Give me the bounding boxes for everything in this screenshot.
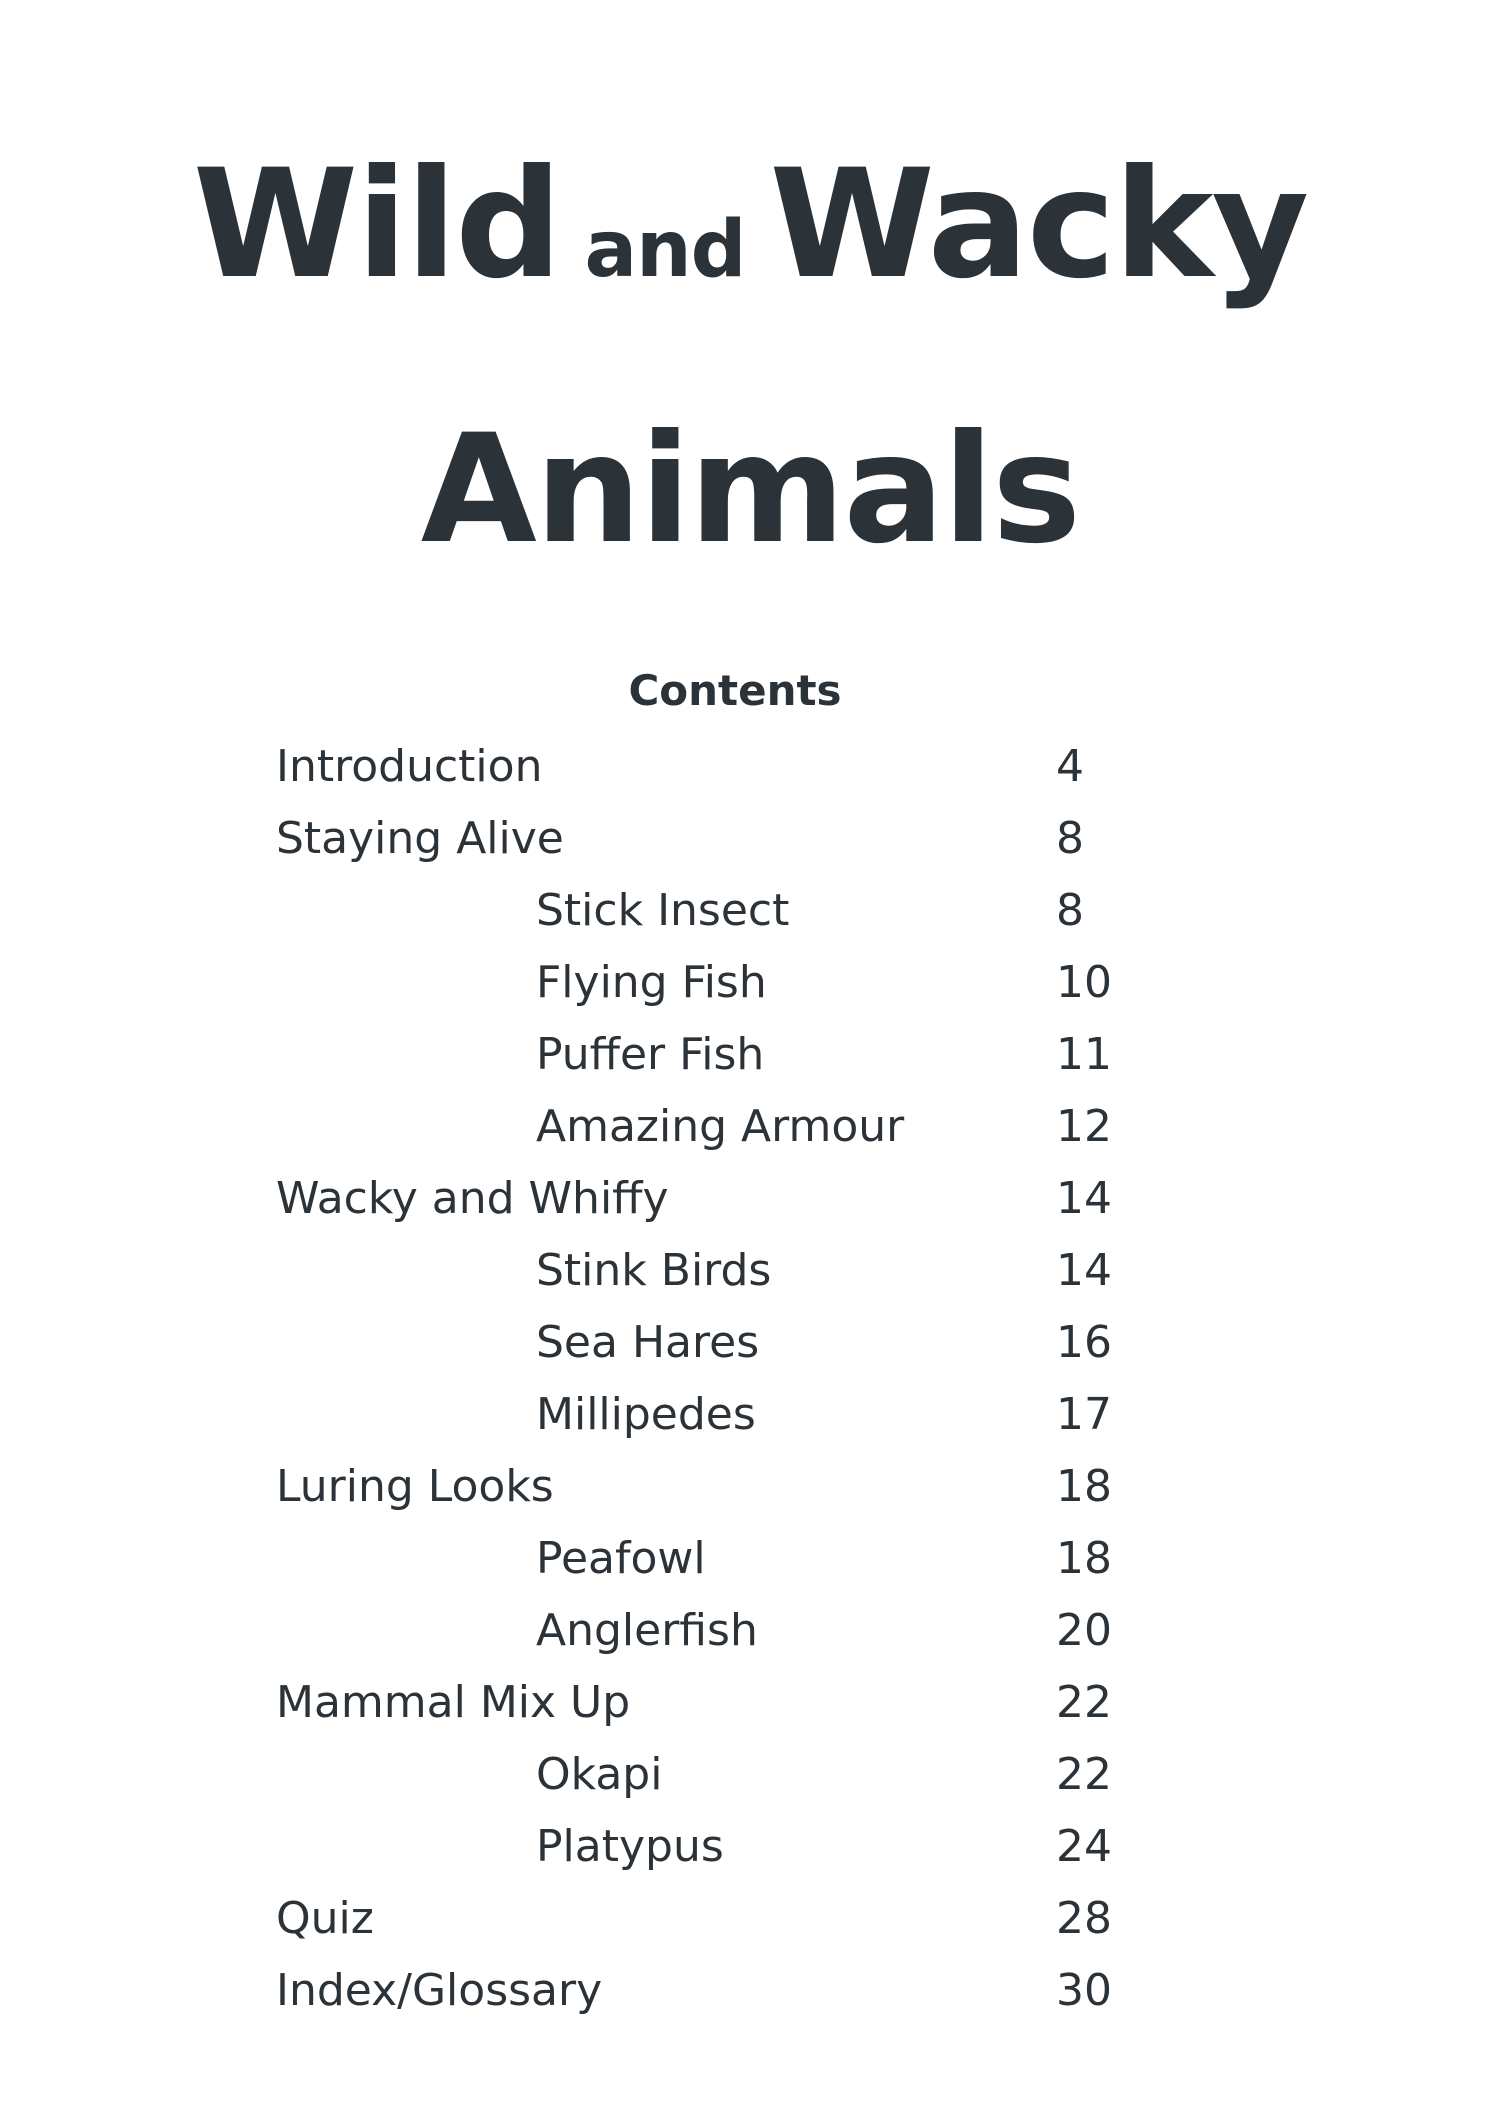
toc-entry-label: Quiz [276, 1893, 374, 1944]
toc-entry [0, 1307, 1500, 1379]
toc-entry [0, 803, 1500, 875]
toc-entry [0, 731, 1500, 803]
contents-heading: Contents [628, 666, 842, 715]
toc-entry-page-number: 22 [1056, 1749, 1112, 1800]
toc-entry-label: Millipedes [536, 1389, 756, 1440]
title-word-animals: Animals [420, 403, 1080, 577]
toc-entry [0, 1451, 1500, 1523]
toc-entry-label: Okapi [536, 1749, 663, 1800]
toc-entry [0, 1523, 1500, 1595]
table-of-contents [0, 731, 1500, 2027]
toc-entry [0, 1091, 1500, 1163]
toc-entry [0, 1667, 1500, 1739]
toc-entry-label: Anglerfish [536, 1605, 758, 1656]
toc-entry-page-number: 24 [1056, 1821, 1112, 1872]
toc-entry-page-number: 8 [1056, 885, 1084, 936]
toc-entry-label: Luring Looks [276, 1461, 554, 1512]
toc-entry-label: Sea Hares [536, 1317, 760, 1368]
toc-entry [0, 1379, 1500, 1451]
toc-entry-page-number: 17 [1056, 1389, 1112, 1440]
toc-entry-page-number: 11 [1056, 1029, 1112, 1080]
toc-entry-label: Index/Glossary [276, 1965, 603, 2016]
toc-entry [0, 1595, 1500, 1667]
toc-entry [0, 1883, 1500, 1955]
toc-entry [0, 1811, 1500, 1883]
toc-entry-page-number: 20 [1056, 1605, 1112, 1656]
toc-entry-label: Stick Insect [536, 885, 790, 936]
toc-entry [0, 1163, 1500, 1235]
toc-entry [0, 1235, 1500, 1307]
toc-entry [0, 1955, 1500, 2027]
toc-entry-page-number: 28 [1056, 1893, 1112, 1944]
toc-entry-page-number: 18 [1056, 1533, 1112, 1584]
toc-entry [0, 875, 1500, 947]
toc-entry-page-number: 14 [1056, 1173, 1112, 1224]
toc-entry-label: Puffer Fish [536, 1029, 765, 1080]
toc-entry-page-number: 16 [1056, 1317, 1112, 1368]
toc-entry-label: Peafowl [536, 1533, 706, 1584]
book-title-line-2 [0, 403, 1500, 577]
toc-entry-label: Amazing Armour [536, 1101, 905, 1152]
toc-entry-label: Wacky and Whiffy [276, 1173, 669, 1224]
toc-entry-label: Mammal Mix Up [276, 1677, 631, 1728]
title-word-wacky: Wacky [769, 138, 1308, 312]
toc-entry-page-number: 14 [1056, 1245, 1112, 1296]
toc-entry-page-number: 8 [1056, 813, 1084, 864]
title-word-and: and [584, 205, 746, 295]
toc-entry-page-number: 4 [1056, 741, 1084, 792]
toc-entry-label: Platypus [536, 1821, 724, 1872]
toc-entry [0, 1019, 1500, 1091]
toc-entry-label: Staying Alive [276, 813, 564, 864]
book-title-line-1 [0, 138, 1500, 312]
toc-entry-label: Introduction [276, 741, 543, 792]
toc-entry-page-number: 30 [1056, 1965, 1112, 2016]
toc-entry [0, 947, 1500, 1019]
title-word-wild: Wild [192, 138, 561, 312]
toc-entry-page-number: 18 [1056, 1461, 1112, 1512]
toc-entry-label: Flying Fish [536, 957, 767, 1008]
toc-entry [0, 1739, 1500, 1811]
toc-entry-page-number: 10 [1056, 957, 1112, 1008]
toc-entry-page-number: 22 [1056, 1677, 1112, 1728]
toc-entry-label: Stink Birds [536, 1245, 772, 1296]
toc-entry-page-number: 12 [1056, 1101, 1112, 1152]
